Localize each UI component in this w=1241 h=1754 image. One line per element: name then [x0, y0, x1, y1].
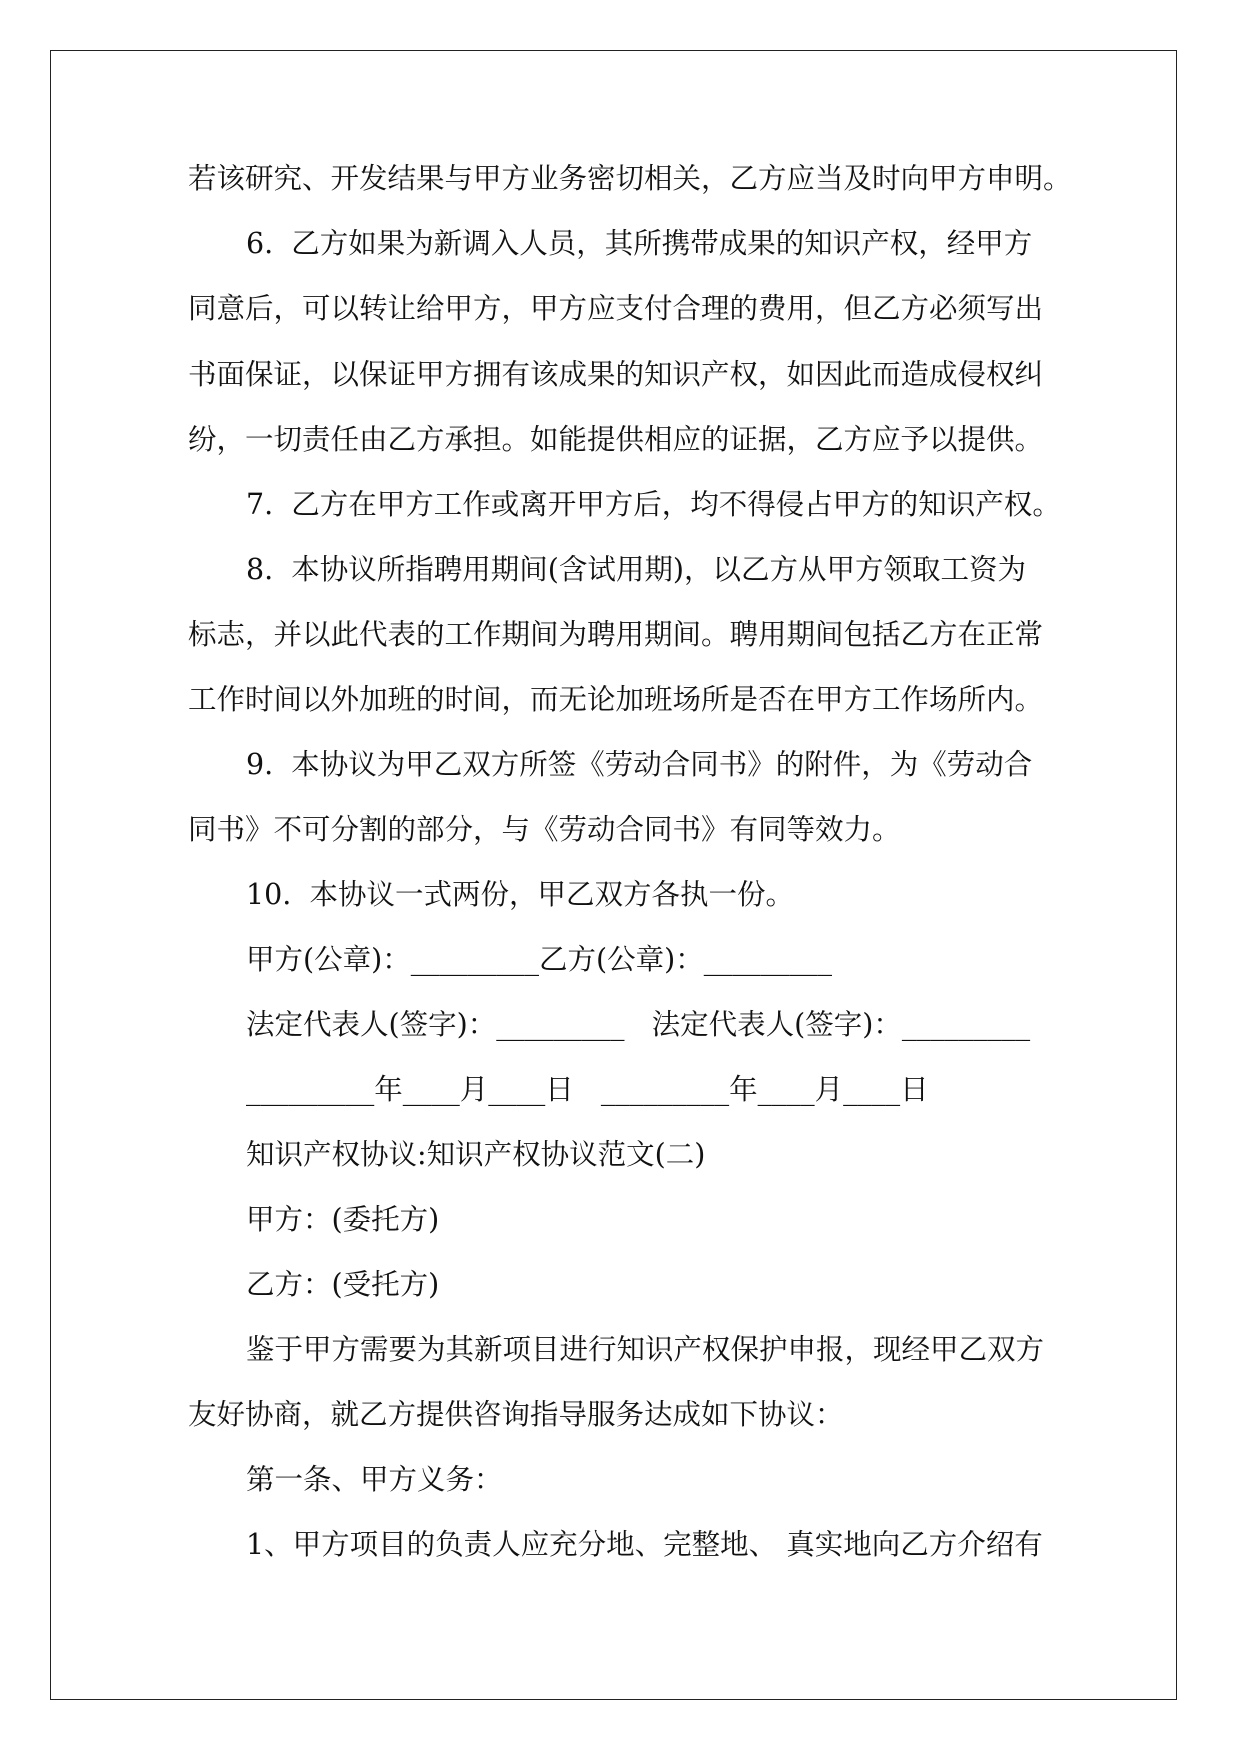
- article-1-item-1: 1、甲方项目的负责人应充分地、完整地、 真实地向乙方介绍有: [246, 1528, 1043, 1561]
- clause-7-line-1: 7. 乙方在甲方工作或离开甲方后，均不得侵占甲方的知识产权。: [246, 488, 1061, 521]
- clause-6-line-4: 纷，一切责任由乙方承担。如能提供相应的证据，乙方应予以提供。: [188, 423, 1044, 456]
- date-line: _________年____月____日 _________年____月____日: [246, 1073, 929, 1106]
- preamble-line-2: 友好协商，就乙方提供咨询指导服务达成如下协议：: [188, 1398, 844, 1431]
- clause-6-line-1: 6. 乙方如果为新调入人员，其所携带成果的知识产权，经甲方: [246, 227, 1033, 260]
- clause-8-line-2: 标志，并以此代表的工作期间为聘用期间。聘用期间包括乙方在正常: [188, 618, 1044, 651]
- seal-line: 甲方(公章)：_________乙方(公章)：_________: [246, 943, 832, 976]
- paragraph-line-1: 若该研究、开发结果与甲方业务密切相关，乙方应当及时向甲方申明。: [188, 162, 1072, 195]
- party-b-line: 乙方：(受托方): [246, 1268, 440, 1301]
- clause-6-line-3: 书面保证，以保证甲方拥有该成果的知识产权，如因此而造成侵权纠: [188, 358, 1044, 391]
- clause-10-line-1: 10. 本协议一式两份，甲乙双方各执一份。: [246, 878, 794, 911]
- clause-9-line-1: 9. 本协议为甲乙双方所签《劳动合同书》的附件，为《劳动合: [246, 748, 1033, 781]
- clause-6-line-2: 同意后，可以转让给甲方，甲方应支付合理的费用，但乙方必须写出: [188, 292, 1044, 325]
- clause-8-line-1: 8. 本协议所指聘用期间(含试用期)，以乙方从甲方领取工资为: [246, 553, 1027, 586]
- preamble-line-1: 鉴于甲方需要为其新项目进行知识产权保护申报，现经甲乙双方: [246, 1333, 1045, 1366]
- clause-8-line-3: 工作时间以外加班的时间，而无论加班场所是否在甲方工作场所内。: [188, 683, 1044, 716]
- clause-9-line-2: 同书》不可分割的部分，与《劳动合同书》有同等效力。: [188, 813, 901, 846]
- section-heading: 知识产权协议:知识产权协议范文(二): [246, 1138, 706, 1171]
- article-1-heading: 第一条、甲方义务：: [246, 1463, 503, 1496]
- signature-line: 法定代表人(签字)：_________ 法定代表人(签字)：_________: [246, 1008, 1031, 1041]
- party-a-line: 甲方：(委托方): [246, 1203, 440, 1236]
